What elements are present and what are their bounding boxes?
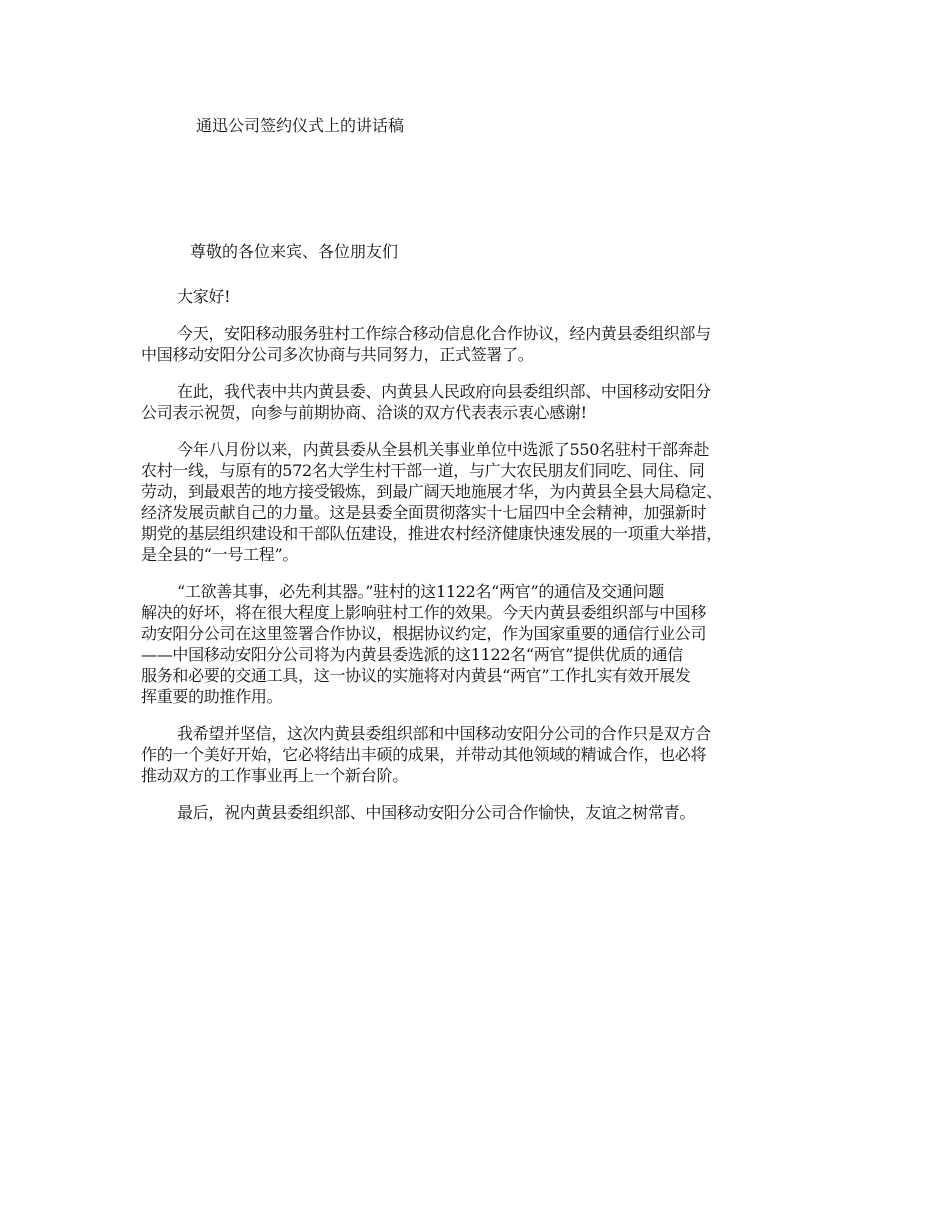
paragraph-line: 中国移动安阳分公司多次协商与共同努力，正式签署了。 xyxy=(141,345,534,364)
paragraph-line: ——中国移动安阳分公司将为内黄县委选派的这1122名“两官”提供优质的通信 xyxy=(141,645,683,664)
paragraph-line: 推动双方的工作事业再上一个新台阶。 xyxy=(141,766,408,785)
document-title: 通迅公司签约仪式上的讲话稿 xyxy=(196,116,405,135)
paragraph-line: 动安阳分公司在这里签署合作协议，根据协议约定，作为国家重要的通信行业公司 xyxy=(141,624,707,643)
paragraph-line: 公司表示祝贺，向参与前期协商、洽谈的双方代表表示衷心感谢! xyxy=(141,403,587,422)
paragraph-closing xyxy=(141,802,821,823)
paragraph-greeting xyxy=(141,286,821,307)
paragraph-line: 是全县的“一号工程”。 xyxy=(141,545,299,564)
paragraph-line: 经济发展贡献自己的力量。这是县委全面贯彻落实十七届四中全会精神，加强新时 xyxy=(141,503,707,522)
paragraph-line: 农村一线，与原有的572名大学生村干部一道，与广大农民朋友们同吃、同住、同 xyxy=(141,461,705,480)
paragraph-line: 作的一个美好开始，它必将结出丰硕的成果，并带动其他领域的精诚合作，也必将 xyxy=(141,745,707,764)
paragraph-agreement xyxy=(141,581,821,707)
paragraph-line: 我希望并坚信，这次内黄县委组织部和中国移动安阳分公司的合作只是双方合 xyxy=(177,724,711,743)
paragraph-background xyxy=(141,439,821,565)
document-body xyxy=(141,286,821,839)
paragraph-line: 最后，祝内黄县委组织部、中国移动安阳分公司合作愉快，友谊之树常青。 xyxy=(177,803,696,822)
paragraph-thanks xyxy=(141,381,821,423)
paragraph-line: “工欲善其事，必先利其器。”驻村的这1122名“两官”的通信及交通问题 xyxy=(177,582,664,601)
paragraph-line: 今年八月份以来，内黄县委从全县机关事业单位中选派了550名驻村干部奔赴 xyxy=(177,440,710,459)
paragraph-line: 服务和必要的交通工具，这一协议的实施将对内黄县“两官”工作扎实有效开展发 xyxy=(141,666,691,685)
paragraph-signing xyxy=(141,323,821,365)
salutation: 尊敬的各位来宾、各位朋友们 xyxy=(190,242,399,261)
paragraph-line: 今天，安阳移动服务驻村工作综合移动信息化合作协议，经内黄县委组织部与 xyxy=(177,324,711,343)
paragraph-line: 劳动，到最艰苦的地方接受锻炼，到最广阔天地施展才华，为内黄县全县大局稳定、 xyxy=(141,482,722,501)
paragraph-line: 大家好! xyxy=(177,287,231,306)
paragraph-line: 挥重要的助推作用。 xyxy=(141,687,283,706)
paragraph-hope xyxy=(141,723,821,786)
paragraph-line: 在此，我代表中共内黄县委、内黄县人民政府向县委组织部、中国移动安阳分 xyxy=(177,382,711,401)
paragraph-line: 期党的基层组织建设和干部队伍建设，推进农村经济健康快速发展的一项重大举措， xyxy=(141,524,722,543)
paragraph-line: 解决的好坏，将在很大程度上影响驻村工作的效果。今天内黄县委组织部与中国移 xyxy=(141,603,707,622)
